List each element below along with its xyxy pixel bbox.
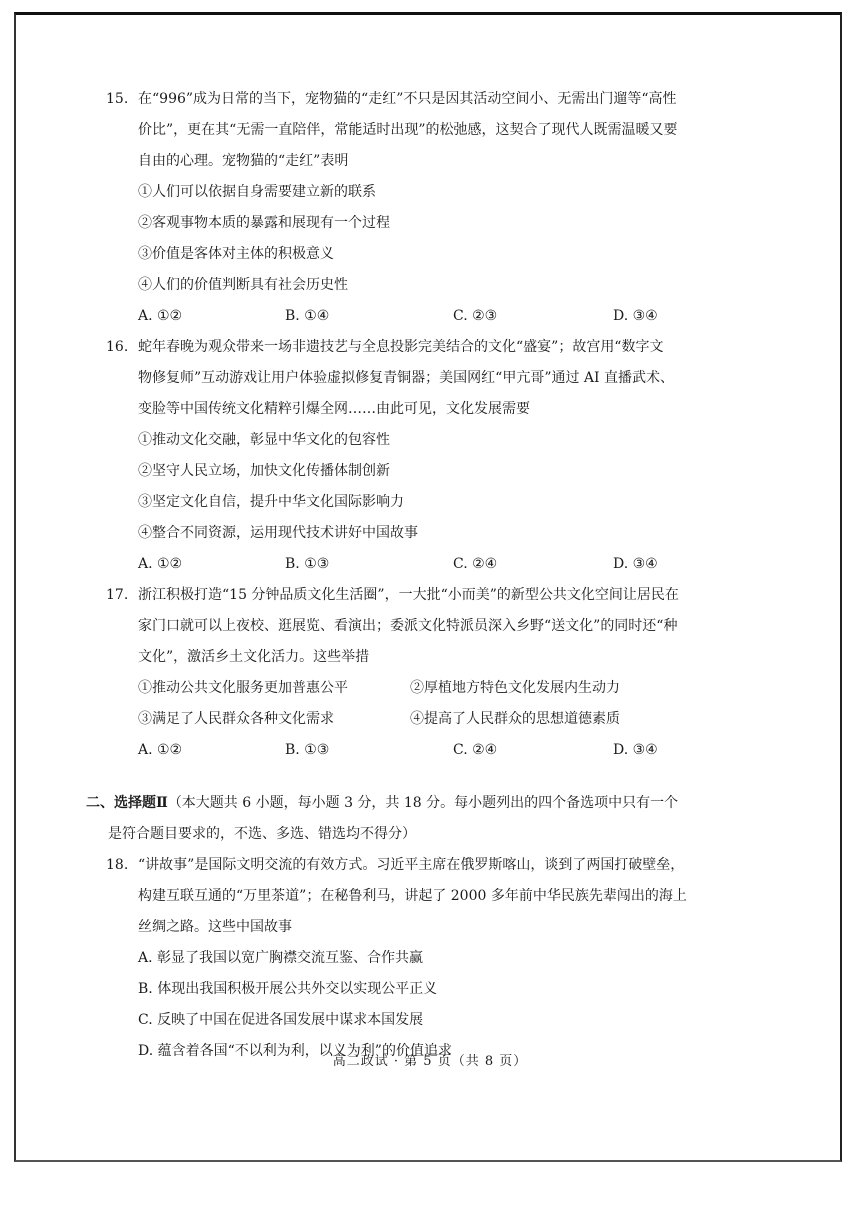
statement-option: ②厚植地方特色文化发展内生动力 [410, 680, 620, 696]
question-stem-line: 家门口就可以上夜校、逛展览、看演出；委派文化特派员深入乡野“送文化”的同时还“种 [138, 618, 678, 634]
statement-option: ①人们可以依据自身需要建立新的联系 [138, 184, 376, 200]
choice-c: C. ②④ [453, 556, 498, 572]
statement-option: ③满足了人民群众各种文化需求 [138, 711, 334, 727]
choice-a: A. ①② [138, 308, 183, 324]
choice-d: D. 蕴含着各国“不以利为利，以义为利”的价值追求 [138, 1043, 452, 1059]
choice-b: B. ①③ [285, 742, 330, 758]
choice-a: A. 彰显了我国以宽广胸襟交流互鉴、合作共赢 [138, 950, 424, 966]
question-stem-line: 自由的心理。宠物猫的“走红”表明 [138, 153, 349, 169]
question-number: 17. [106, 587, 129, 603]
section-heading [86, 788, 778, 850]
question-number: 15. [106, 91, 129, 107]
question-16 [106, 332, 778, 580]
question-stem-line: 蛇年春晚为观众带来一场非遗技艺与全息投影完美结合的文化“盛宴”；故宫用“数字文 [138, 339, 664, 355]
statement-option: ④提高了人民群众的思想道德素质 [410, 711, 620, 727]
question-stem-line: 浙江积极打造“15 分钟品质文化生活圈”，一大批“小而美”的新型公共文化空间让居民在 [138, 587, 679, 603]
statement-option: ④整合不同资源，运用现代技术讲好中国故事 [138, 525, 418, 541]
choice-d: D. ③④ [613, 742, 658, 758]
question-stem-line: 构建互联互通的“万里茶道”；在秘鲁利马，讲起了 2000 多年前中华民族先辈闯出的海上 [138, 888, 687, 904]
question-15 [106, 84, 778, 332]
question-17 [106, 580, 778, 766]
section-description: 是符合题目要求的，不选、多选、错选均不得分） [108, 826, 416, 842]
question-stem-line: 变脸等中国传统文化精粹引爆全网……由此可见，文化发展需要 [138, 401, 530, 417]
choice-d: D. ③④ [613, 308, 658, 324]
choice-b: B. ①③ [285, 556, 330, 572]
question-stem-line: 丝绸之路。这些中国故事 [138, 919, 292, 935]
choice-b: B. 体现出我国积极开展公共外交以实现公平正义 [138, 981, 438, 997]
answer-choices [106, 301, 778, 332]
section-description: （本大题共 6 小题，每小题 3 分，共 18 分。每小题列出的四个备选项中只有一个 [167, 795, 679, 811]
question-stem-line: 在“996”成为日常的当下，宠物猫的“走红”不只是因其活动空间小、无需出门遛等“高性 [138, 91, 677, 107]
choice-c: C. ②③ [453, 308, 498, 324]
statement-option-row [106, 704, 778, 735]
statement-option: ②坚守人民立场，加快文化传播体制创新 [138, 463, 390, 479]
choice-b: B. ①④ [285, 308, 330, 324]
question-stem-line: 文化”，激活乡土文化活力。这些举措 [138, 649, 370, 665]
exam-content [86, 84, 778, 1067]
statement-option-row [106, 673, 778, 704]
question-stem-line: “讲故事”是国际文明交流的有效方式。习近平主席在俄罗斯喀山，谈到了两国打破壁垒， [138, 857, 685, 873]
statement-option: ①推动文化交融，彰显中华文化的包容性 [138, 432, 390, 448]
choice-a: A. ①② [138, 556, 183, 572]
statement-option: ④人们的价值判断具有社会历史性 [138, 277, 348, 293]
statement-option: ①推动公共文化服务更加普惠公平 [138, 680, 348, 696]
choice-c: C. 反映了中国在促进各国发展中谋求本国发展 [138, 1012, 424, 1028]
statement-option: ③坚定文化自信，提升中华文化国际影响力 [138, 494, 404, 510]
question-stem-line: 价比”，更在其“无需一直陪伴，常能适时出现”的松弛感，这契合了现代人既需温暖又要 [138, 122, 678, 138]
statement-option: ②客观事物本质的暴露和展现有一个过程 [138, 215, 390, 231]
page-footer: 高二政试 · 第 5 页（共 8 页） [332, 1054, 528, 1069]
section-title: 二、选择题Ⅱ [86, 795, 168, 811]
question-number: 16. [106, 339, 129, 355]
choice-a: A. ①② [138, 742, 183, 758]
answer-choices [106, 735, 778, 766]
statement-option: ③价值是客体对主体的积极意义 [138, 246, 334, 262]
answer-choices [106, 549, 778, 580]
choice-c: C. ②④ [453, 742, 498, 758]
question-stem-line: 物修复师”互动游戏让用户体验虚拟修复青铜器；美国网红“甲亢哥”通过 AI 直播武术、 [138, 370, 675, 386]
question-18 [106, 850, 778, 1067]
choice-d: D. ③④ [613, 556, 658, 572]
question-number: 18. [106, 857, 129, 873]
